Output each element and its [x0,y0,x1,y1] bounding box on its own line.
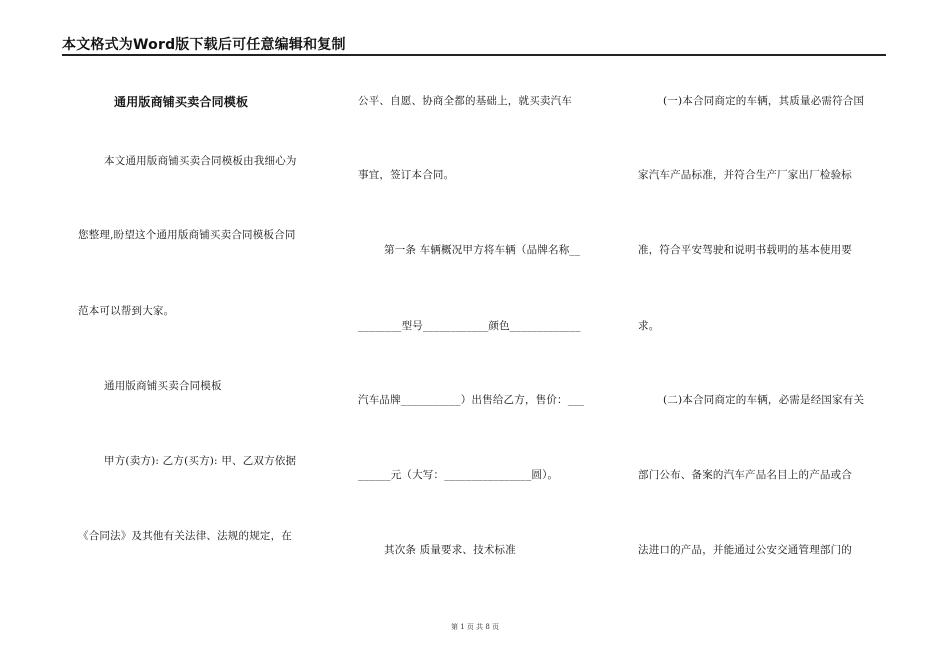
paragraph-line: 《合同法》及其他有关法律、法规的规定，在 [78,530,292,542]
paragraph-line: ________型号____________颜色_____________ [358,320,581,332]
paragraph-line: 部门公布、备案的汽车产品名目上的产品或合 [638,469,852,481]
paragraph-line: 甲方(卖方): 乙方(买方): 甲、乙双方依据 [104,455,297,467]
paragraph-line: ______元（大写：________________圆）。 [358,469,559,481]
paragraph-line: 第一条 车辆概况甲方将车辆（品牌名称__ [384,244,581,256]
paragraph-line: (一)本合同商定的车辆，其质量必需符合国 [663,95,865,107]
paragraph-line: 家汽车产品标准，并符合生产厂家出厂检验标 [638,169,852,181]
paragraph-line: 范本可以帮到大家。 [78,305,175,317]
paragraph-line: 本文通用版商铺买卖合同模板由我细心为 [104,155,297,167]
paragraph-line: 汽车品牌___________）出售给乙方，售价：___ [358,394,585,406]
paragraph-line: 其次条 质量要求、技术标准 [384,544,516,556]
page-header [62,32,886,56]
paragraph-line: 您整理,盼望这个通用版商铺买卖合同模板合同 [78,229,296,241]
paragraph-line: 准，符合平安驾驶和说明书载明的基本使用要 [638,244,852,256]
paragraph-line: 事宜，签订本合同。 [358,169,455,181]
paragraph-line: 通用版商铺买卖合同模板 [104,380,222,392]
paragraph-line: 公平、自愿、协商全都的基础上，就买卖汽车 [358,95,572,107]
paragraph-line: 求。 [638,320,660,332]
document-title: 通用版商铺买卖合同模板 [114,95,249,109]
paragraph-line: 法进口的产品，并能通过公安交通管理部门的 [638,544,852,556]
paragraph-line: (二)本合同商定的车辆，必需是经国家有关 [663,394,865,406]
page-number: 第 1 页 共 8 页 [450,623,500,631]
header-title: 本文格式为Word版下载后可任意编辑和复制 [62,37,346,53]
